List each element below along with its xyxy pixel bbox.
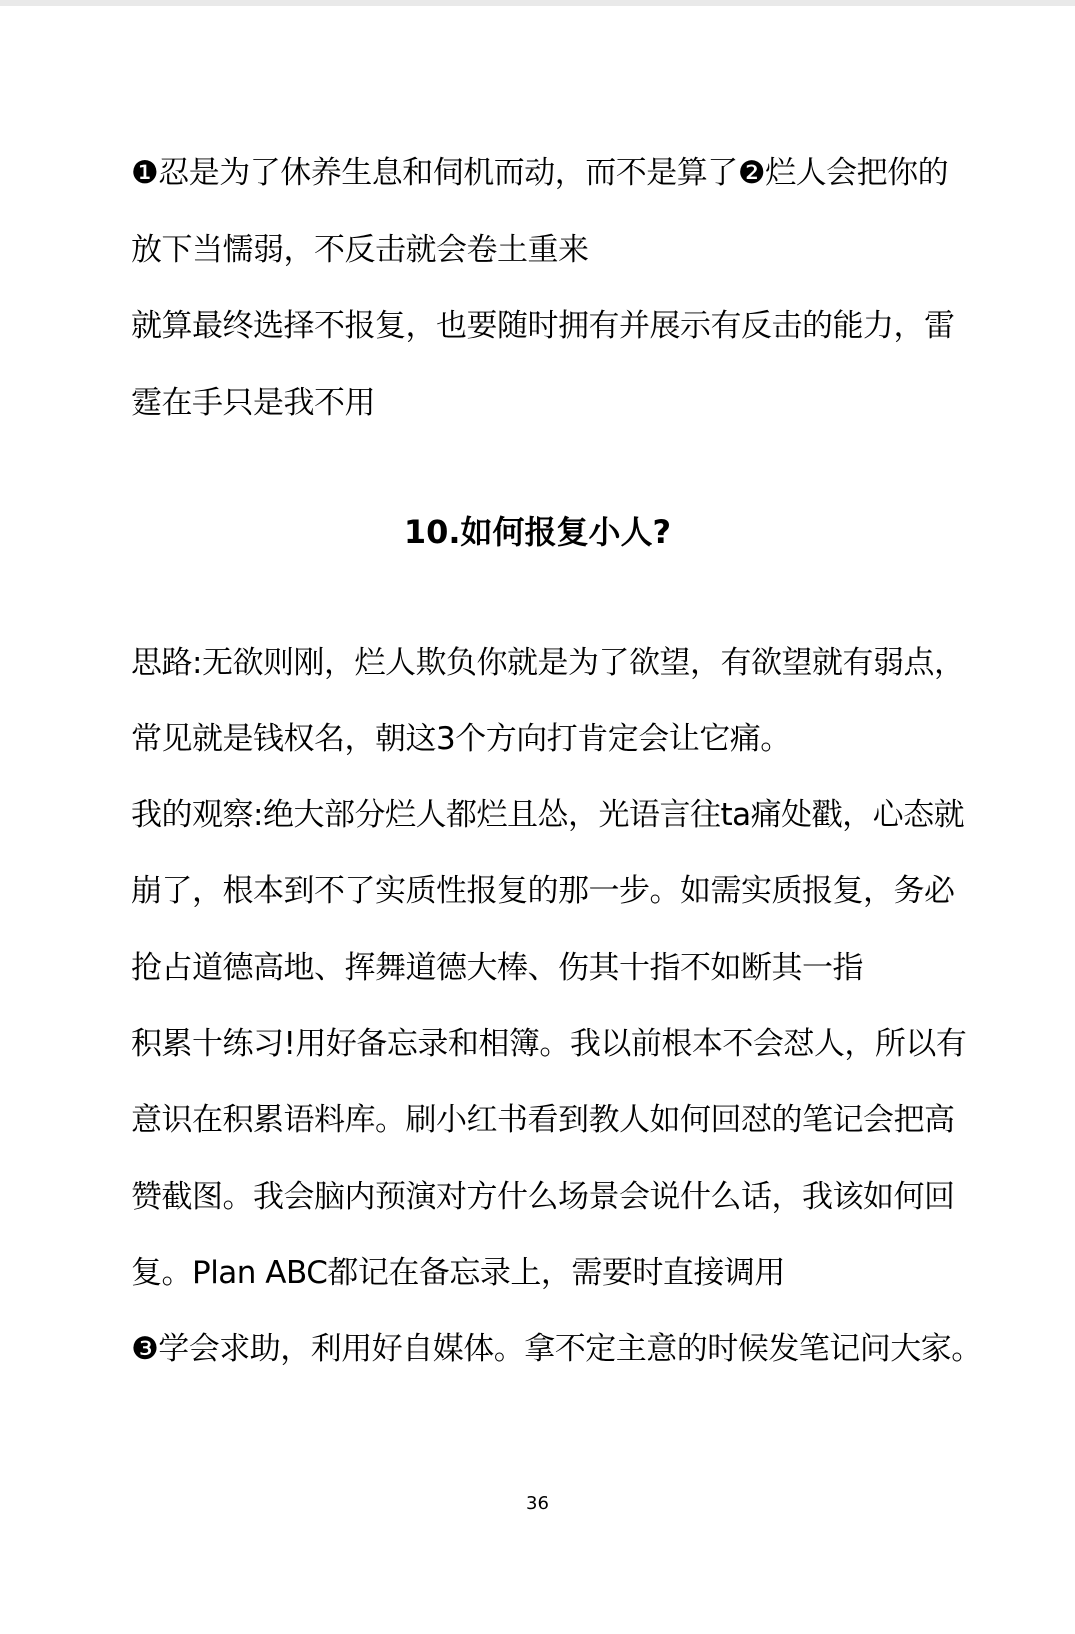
text-line: 放下当懦弱，不反击就会卷土重来 (131, 232, 589, 268)
text-line: 我的观察:绝大部分烂人都烂且怂，光语言往ta痛处戳，心态就 (131, 797, 965, 833)
text-line: 复。Plan ABC都记在备忘录上，需要时直接调用 (131, 1255, 785, 1291)
page-number: 36 (526, 1493, 549, 1514)
text-line: 霆在手只是我不用 (131, 385, 375, 421)
text-line: 就算最终选择不报复，也要随时拥有并展示有反击的能力，雷 (131, 308, 955, 344)
text-line: ❶忍是为了休养生息和伺机而动，而不是算了❷烂人会把你的 (131, 155, 949, 191)
section-heading: 10.如何报复小人? (403, 513, 672, 551)
text-line: 意识在积累语料库。刷小红书看到教人如何回怼的笔记会把高 (131, 1102, 955, 1138)
text-line: 抢占道德高地、挥舞道德大棒、伤其十指不如断其一指 (131, 950, 863, 986)
text-line: 赞截图。我会脑内预演对方什么场景会说什么话，我该如何回 (131, 1179, 955, 1215)
text-line: ❸学会求助，利用好自媒体。拿不定主意的时候发笔记问大家。 (131, 1331, 982, 1367)
text-line: 积累十练习!用好备忘录和相簿。我以前根本不会怼人，所以有 (131, 1026, 967, 1062)
text-line: 常见就是钱权名，朝这3个方向打肯定会让它痛。 (131, 721, 791, 757)
text-line: 思路:无欲则刚，烂人欺负你就是为了欲望，有欲望就有弱点， (131, 645, 965, 681)
text-line: 崩了，根本到不了实质性报复的那一步。如需实质报复，务必 (131, 873, 955, 909)
